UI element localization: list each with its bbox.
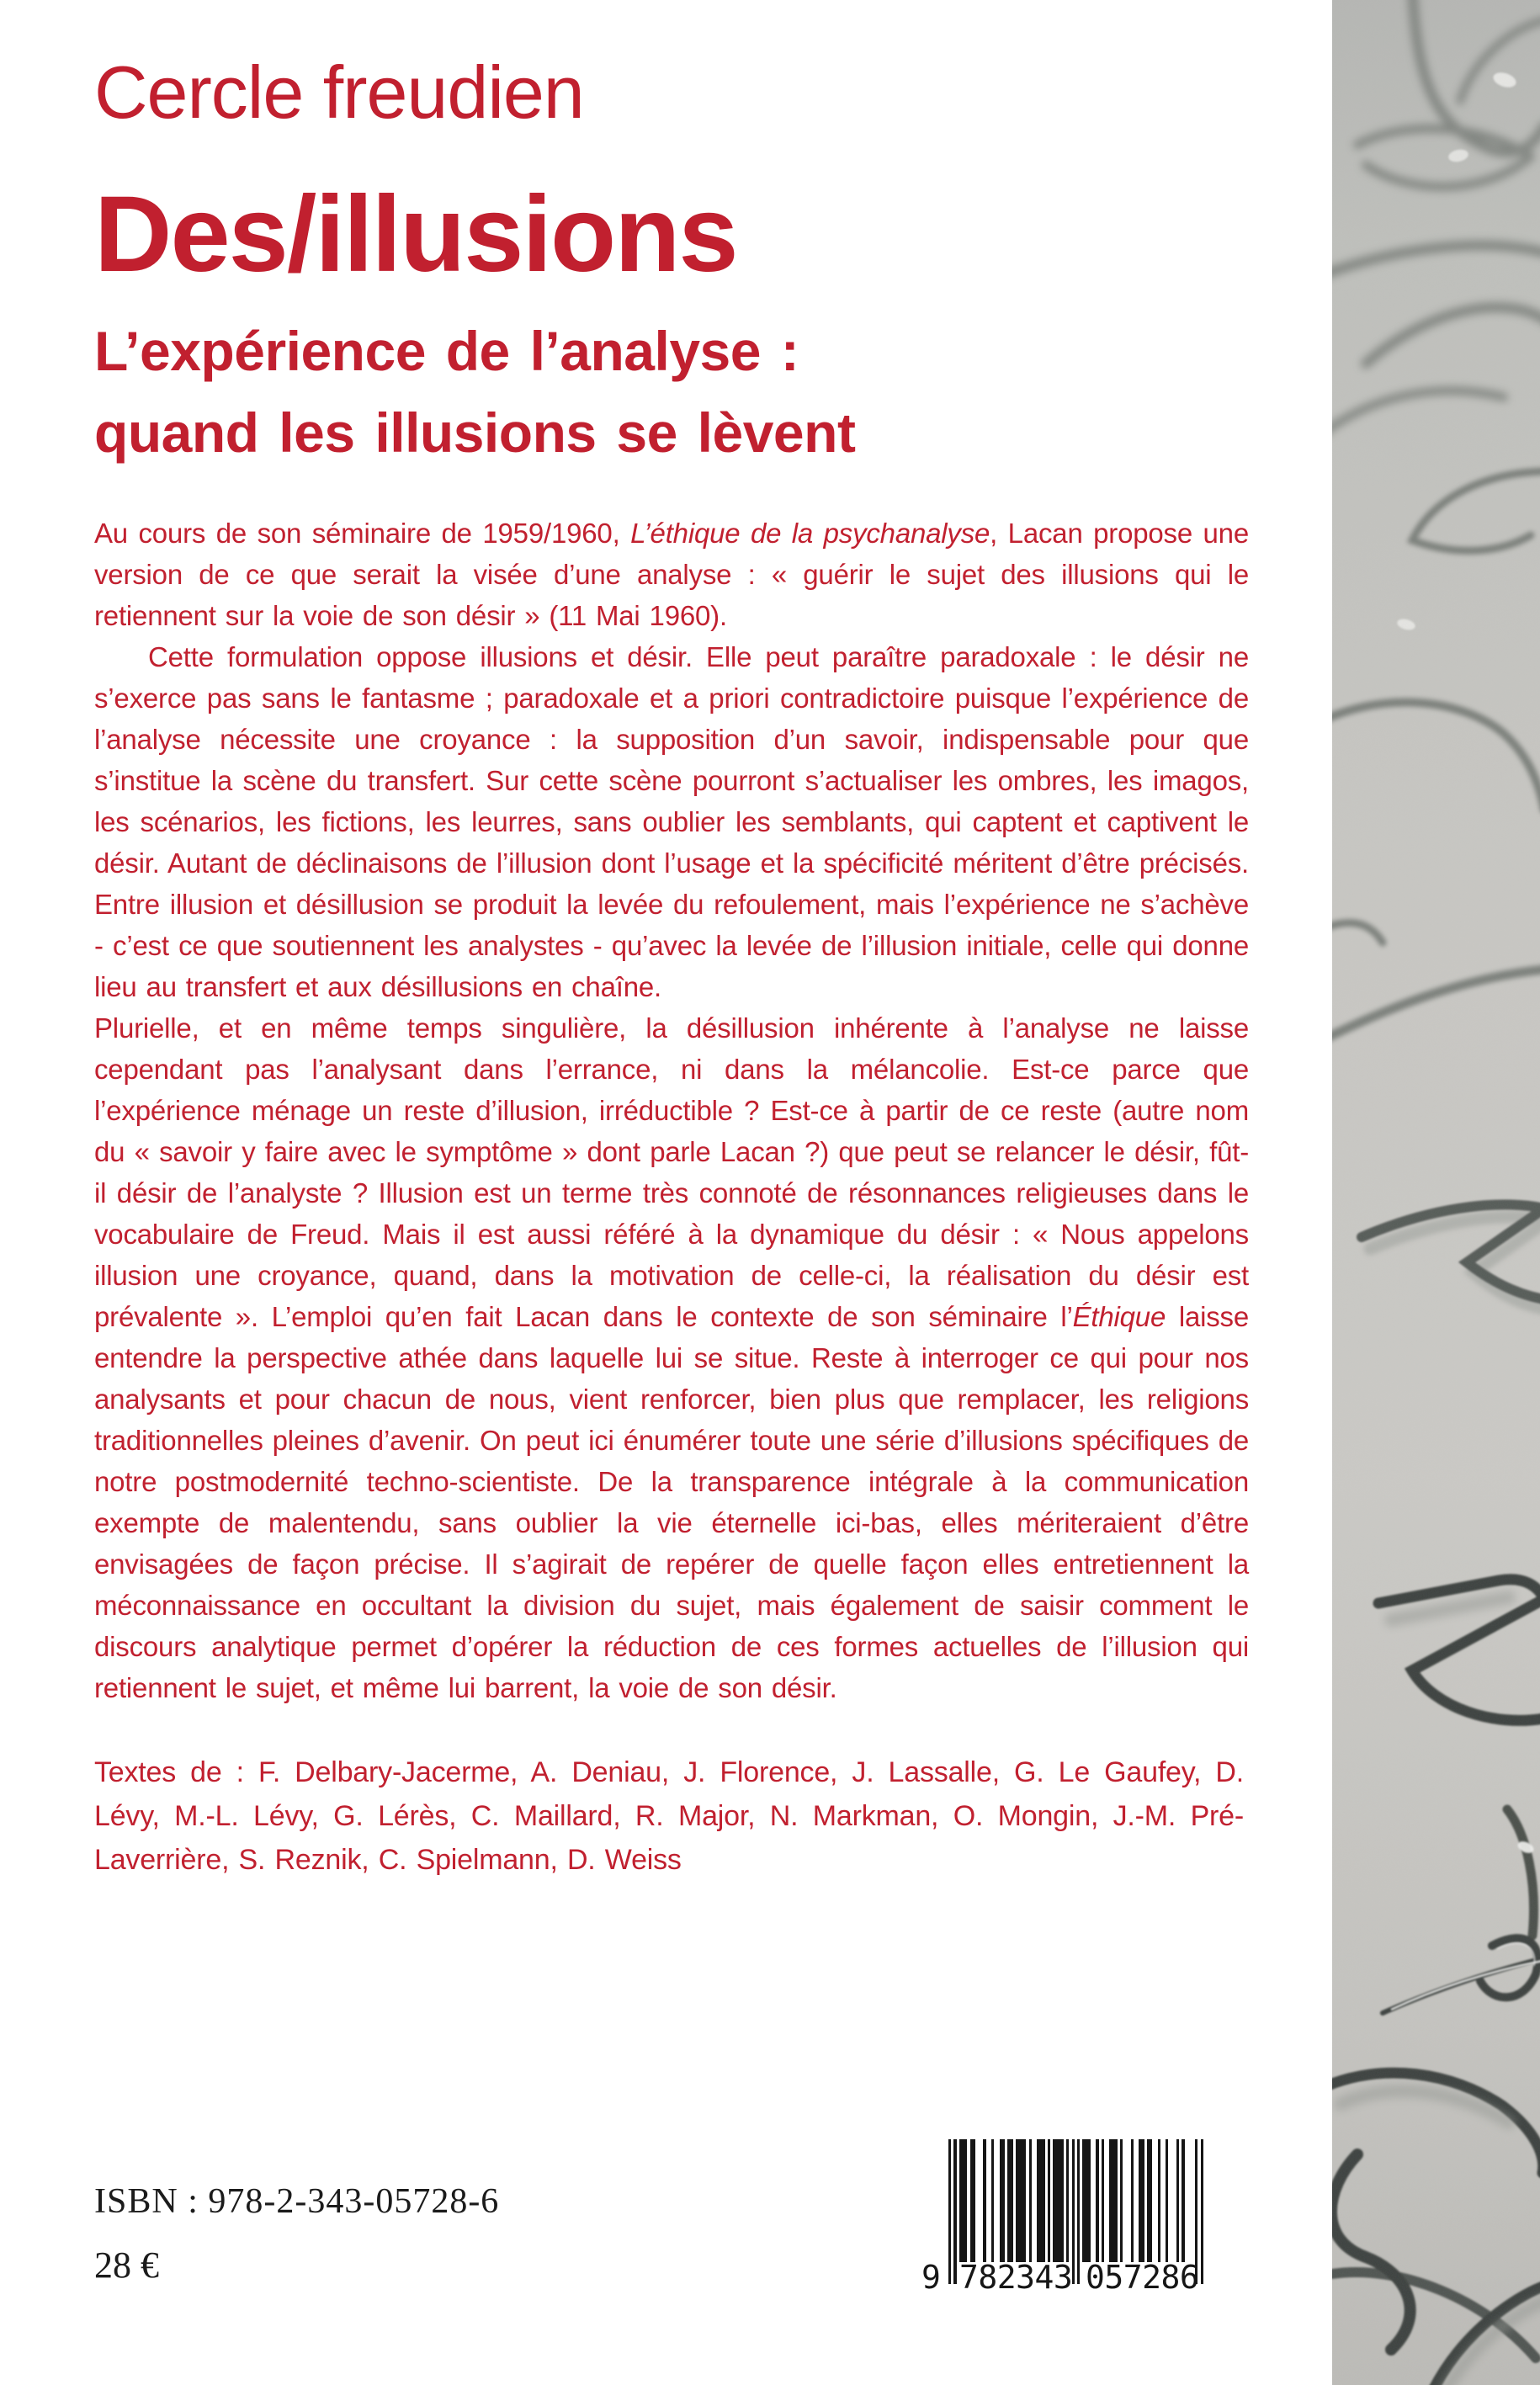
barcode-right-group: 057286 [1086, 2259, 1199, 2296]
collection-name: Cercle freudien [94, 50, 584, 134]
wire-art-image [1332, 0, 1540, 2385]
book-subtitle [94, 311, 1249, 474]
ean13-barcode [921, 2139, 1204, 2296]
barcode-first-digit: 9 [921, 2259, 941, 2296]
body-paragraph: Cette formulation oppose illusions et désir. Elle peut paraître paradoxale : le désir ne s’exerce pas sans le fantasme ; paradoxale et a priori contradictoire puisque l’expérience de l’analyse nécessite une croyance : la supposition d’un savoir, indispensable pour que s’institue la scène du transfert. Sur cette scène pourront s’actualiser les ombres, les imagos, les scénarios, les fictions, les leurres, sans oublier les semblants, qui captent et captivent le désir. Autant de déclinaisons de l’illusion dont l’usage et la spécificité méritent d’être précisés. Entre illusion et désillusion se produit la levée du refoulement, mais l’expérience ne s’achève - c’est ce que soutiennent les analystes - qu’avec la levée de l’illusion initiale, celle qui donne lieu au transfert et aux désillusions en chaîne. [94, 640, 1249, 1002]
barcode-digits [921, 2259, 1204, 2296]
subtitle-line-1: L’expérience de l’analyse : [94, 319, 799, 382]
wire-art-photo-strip [1332, 0, 1540, 2385]
body-text [94, 513, 1249, 1708]
price-line: 28 € [94, 2244, 159, 2286]
cover-content [94, 0, 1249, 1882]
body-paragraph: Plurielle, et en même temps singulière, la désillusion inhérente à l’analyse ne laisse cependant pas l’analysant dans l’errance, ni dans la mélancolie. Est-ce parce que l’expérience ménage un reste d’illusion, irréductible ? Est-ce à partir de ce reste (autre nom du « savoir y faire avec le symptôme » dont parle Lacan ?) que peut se relancer le désir, fût-il désir de l’analyste ? Illusion est un terme très connoté de résonnances religieuses dans le vocabulaire de Freud. Mais il est aussi référé à la dynamique du désir : « Nous appelons illusion une croyance, quand, dans la motivation de celle-ci, la réalisation du désir est prévalente ». L’emploi qu’en fait Lacan dans le contexte de son séminaire l’Éthique laisse entendre la perspective athée dans laquelle lui se situe. Reste à interroger ce qui pour nos analysants et pour chacun de nous, vient renforcer, bien plus que remplacer, les religions traditionnelles pleines d’avenir. On peut ici énumérer toute une série d’illusions spécifiques de notre postmodernité techno-scientiste. De la transparence intégrale à la communication exempte de malentendu, sans oublier la vie éternelle ici-bas, elles mériteraient d’être envisagées de façon précise. Il s’agirait de repérer de quelle façon elles entretiennent la méconnaissance en occultant la division du sujet, mais également de saisir comment le discours analytique permet d’opérer la réduction de ces formes actuelles de l’illusion qui retiennent le sujet, et même lui barrent, la voie de son désir. [94, 1012, 1249, 1703]
body-paragraph: Au cours de son séminaire de 1959/1960, L’éthique de la psychanalyse, Lacan propose une version de ce que serait la visée d’une analyse : « guérir le sujet des illusions qui le retiennent sur la voie de son désir » (11 Mai 1960). [94, 517, 1249, 631]
contributors-list: Textes de : F. Delbary-Jacerme, A. Deniau, J. Florence, J. Lassalle, G. Le Gaufey, D. Lévy, M.-L. Lévy, G. Lérès, C. Maillard, R. Major, N. Markman, O. Mongin, J.-M. Pré-Laverrière, S. Reznik, C. Spielmann, D. Weiss [94, 1756, 1244, 1876]
barcode-left-group: 782343 [959, 2259, 1073, 2296]
book-title: Des/illusions [94, 173, 737, 295]
isbn-line: ISBN : 978-2-343-05728-6 [94, 2182, 500, 2221]
subtitle-line-2: quand les illusions se lèvent [94, 401, 856, 464]
